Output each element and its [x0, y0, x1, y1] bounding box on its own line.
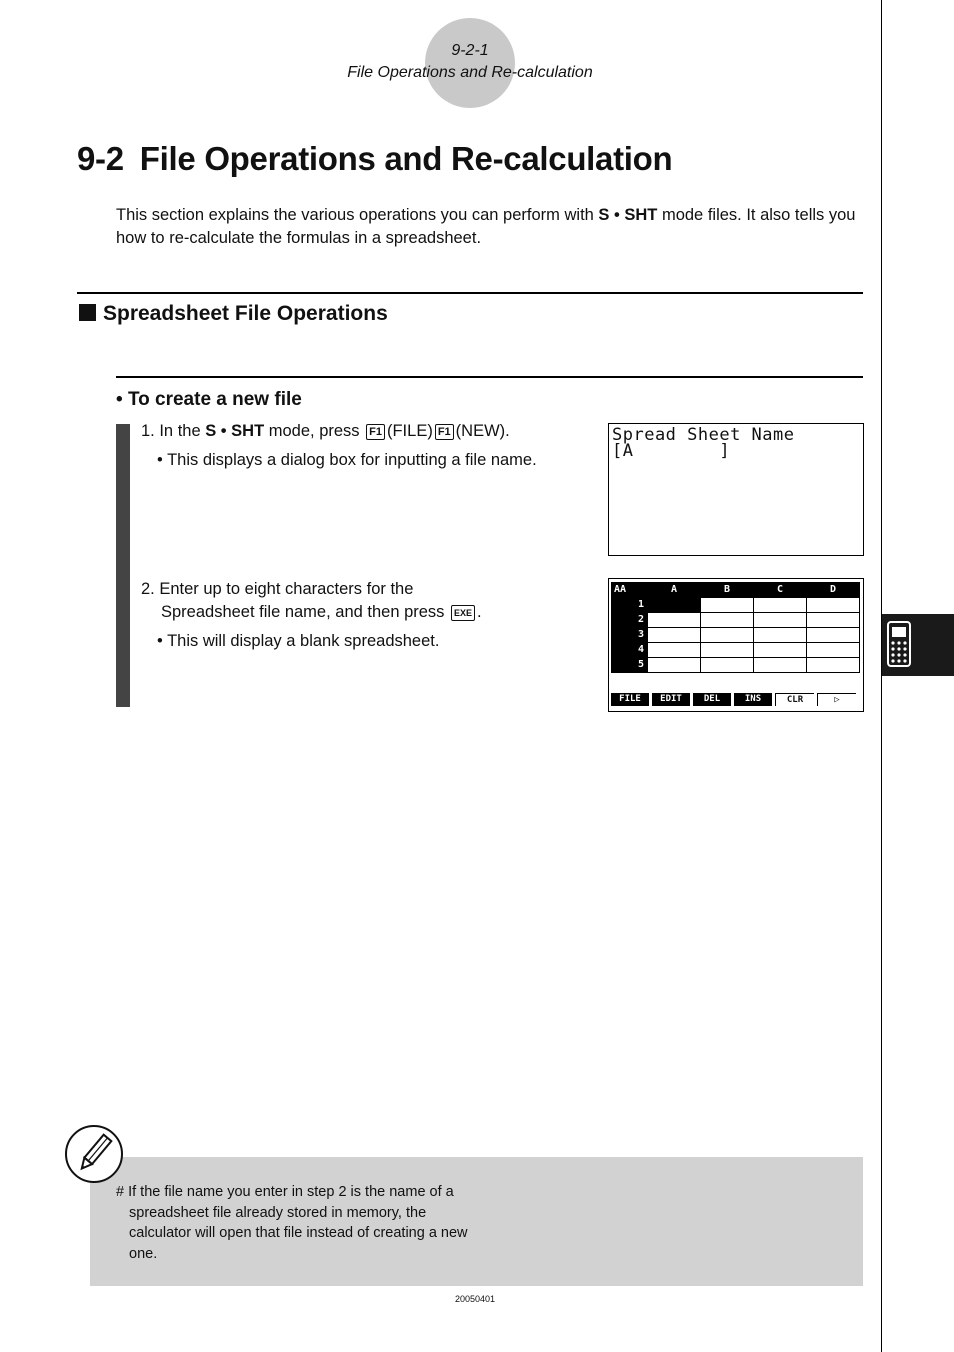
fkey-edit: EDIT	[652, 693, 690, 706]
cell	[701, 658, 754, 673]
spreadsheet-grid	[611, 582, 860, 673]
subsection-heading-text: To create a new file	[127, 389, 302, 410]
cell	[807, 598, 860, 613]
column-header: A	[648, 583, 701, 598]
step1-mode: S • SHT	[205, 422, 265, 440]
note-text: # If the file name you enter in step 2 is the name of a spreadsheet file already stored in memory, the calculator will open that file instead of creating a new one.	[116, 1184, 468, 1262]
step1-new: (NEW).	[455, 422, 510, 440]
procedure-bar	[116, 424, 130, 707]
section-rule	[77, 292, 863, 294]
step-1	[141, 420, 581, 443]
page-number: 9-2-1	[451, 42, 489, 59]
f1-key-icon: F1	[366, 424, 385, 440]
section-heading-text: Spreadsheet File Operations	[103, 302, 388, 325]
row-header: 2	[612, 613, 648, 628]
step2-bullet: • This will display a blank spreadsheet.	[157, 632, 440, 650]
step1-mid: mode, press	[264, 422, 365, 440]
title-text: File Operations and Re-calculation	[139, 140, 673, 177]
section-heading	[79, 302, 388, 326]
cell	[807, 643, 860, 658]
step2-end: .	[477, 603, 482, 621]
dialog-title: Spread Sheet Name	[612, 425, 795, 445]
cell-cursor	[648, 598, 701, 613]
step2-text: Spreadsheet file name, and then press	[161, 603, 450, 621]
cell	[701, 598, 754, 613]
fkey-file: FILE	[611, 693, 649, 706]
fkey-del: DEL	[693, 693, 731, 706]
cell	[754, 643, 807, 658]
cell	[701, 643, 754, 658]
f1-key-icon: F1	[435, 424, 454, 440]
function-key-bar	[611, 693, 856, 706]
calculator-icon	[882, 614, 954, 676]
column-header: D	[807, 583, 860, 598]
name-dialog-screen	[608, 423, 864, 556]
cell	[754, 628, 807, 643]
subsection-heading	[116, 389, 302, 411]
subsection-rule	[116, 376, 863, 378]
pencil-icon	[65, 1125, 123, 1183]
chapter-tab	[882, 614, 954, 676]
cell	[701, 613, 754, 628]
column-header: C	[754, 583, 807, 598]
step2-line2	[161, 601, 601, 624]
exe-key-icon: EXE	[451, 605, 475, 621]
corner-cell: AA	[612, 583, 648, 598]
cell	[807, 628, 860, 643]
bullet-icon: •	[116, 389, 128, 410]
header-circle	[425, 18, 515, 108]
header-subtitle: File Operations and Re-calculation	[347, 64, 593, 81]
cell	[807, 658, 860, 673]
intro-paragraph	[116, 204, 861, 250]
row-header: 5	[612, 658, 648, 673]
step1-prefix: 1. In the	[141, 422, 206, 440]
cell	[754, 613, 807, 628]
title-number: 9-2	[77, 140, 124, 177]
footer-code: 20050401	[454, 1294, 496, 1304]
cell	[754, 658, 807, 673]
cell	[807, 613, 860, 628]
square-bullet-icon	[79, 304, 96, 321]
intro-mode: S • SHT	[598, 206, 658, 224]
fkey-next: ▷	[817, 693, 856, 706]
cell	[648, 658, 701, 673]
intro-text-1: This section explains the various operations you can perform with	[116, 206, 599, 224]
row-header: 1	[612, 598, 648, 613]
dialog-input: [A ]	[612, 441, 731, 461]
page-title	[77, 140, 672, 178]
fkey-clr: CLR	[775, 693, 814, 706]
intro-text-2: mode files. It also tells you how to re-calculate the formulas in a spreadsheet.	[116, 206, 856, 247]
cell	[648, 628, 701, 643]
step2-line1: 2. Enter up to eight characters for the	[141, 580, 414, 598]
fkey-ins: INS	[734, 693, 772, 706]
cell	[754, 598, 807, 613]
cell	[701, 628, 754, 643]
cell	[648, 643, 701, 658]
spreadsheet-screen	[608, 578, 864, 712]
row-header: 3	[612, 628, 648, 643]
step1-bullet: • This displays a dialog box for inputting a file name.	[157, 451, 537, 469]
step1-file: (FILE)	[386, 422, 433, 440]
row-header: 4	[612, 643, 648, 658]
cell	[648, 613, 701, 628]
column-header: B	[701, 583, 754, 598]
